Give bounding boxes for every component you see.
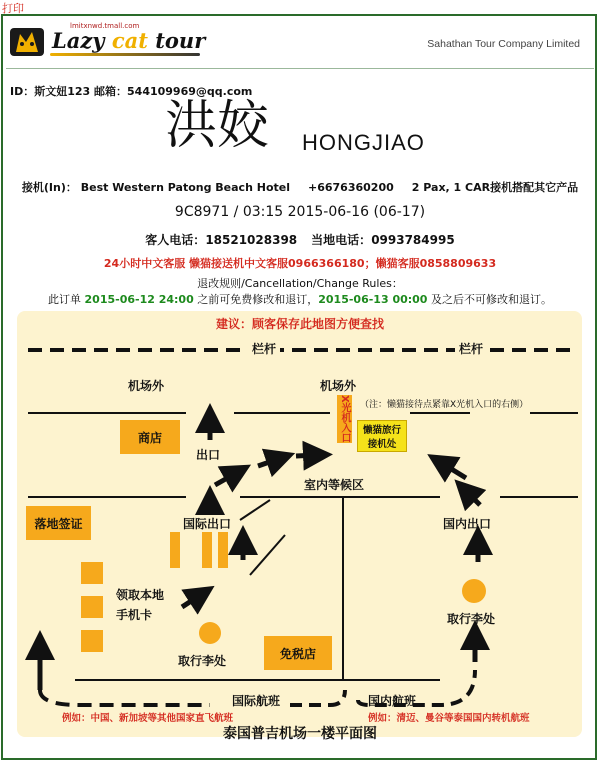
xray-entrance: X光机入口 (339, 395, 350, 443)
logo-url: lmitxnwd.tmall.com (70, 22, 140, 30)
print-link[interactable]: 打印 (2, 2, 24, 15)
id-email-line: ID：斯文妞123 邮箱：544109969@qq.com (10, 85, 253, 98)
railing-label-right: 栏杆 (455, 340, 487, 357)
intl-flights-label: 国际航班 (232, 694, 281, 708)
waiting-hall-label: 室内等候区 (304, 478, 365, 492)
rules-title: 退改规则/Cancellation/Change Rules： (197, 277, 403, 290)
logo-text: Lazy cat tour (52, 28, 206, 53)
phones-line: 客人电话：18521028398 当地电话：0993784995 (145, 233, 455, 247)
domestic-flights-label: 国内航班 (368, 694, 417, 708)
customer-name-cn: 洪姣 (165, 96, 270, 156)
baggage-left-label: 取行李处 (178, 654, 227, 668)
visa-box: 落地签证 (26, 506, 91, 540)
flight-line: 9C8971 / 03:15 2015-06-16 (06-17) (174, 204, 426, 220)
exit-label: 出口 (196, 448, 221, 462)
customer-name-en: HONGJIAO (302, 130, 425, 155)
outside-label-left: 机场外 (128, 379, 165, 393)
railing-label-left: 栏杆 (248, 340, 280, 357)
pickup-note: （注：懒猫接待点紧靠X光机入口的右侧） (360, 400, 529, 410)
domestic-exit-label: 国内出口 (443, 517, 492, 531)
company-name: Sahathan Tour Company Limited (427, 38, 580, 50)
map-suggestion: 建议：顾客保存此地图方便查找 (215, 317, 384, 331)
pickup-line: 接机(In)： Best Western Patong Beach Hotel +6676360200 2 Pax, 1 CAR接机搭配其它产品 (21, 181, 579, 194)
intl-exit-label: 国际出口 (183, 517, 232, 531)
intl-example: 例如：中国、新加坡等其他国家直飞航班 (62, 713, 234, 724)
domestic-example: 例如：清迈、曼谷等泰国国内转机航班 (368, 713, 530, 724)
map-bottom-title: 泰国普吉机场一楼平面图 (223, 726, 377, 742)
outside-label-mid: 机场外 (320, 379, 357, 393)
rules-line: 此订单 2015-06-12 24:00 之前可免费修改和退订，2015-06-13 00:00 及之后不可修改和退订。 (48, 293, 552, 306)
duty-free-box: 免税店 (264, 636, 332, 670)
sim-card-label: 领取本地 手机卡 (116, 588, 165, 622)
shop-box: 商店 (120, 420, 180, 454)
baggage-right-label: 取行李处 (447, 612, 496, 626)
lazycat-desk: 懒猫旅行 接机处 (357, 420, 407, 452)
service-line: 24小时中文客服 懒猫接送机中文客服0966366180；懒猫客服0858809633 (103, 257, 497, 270)
